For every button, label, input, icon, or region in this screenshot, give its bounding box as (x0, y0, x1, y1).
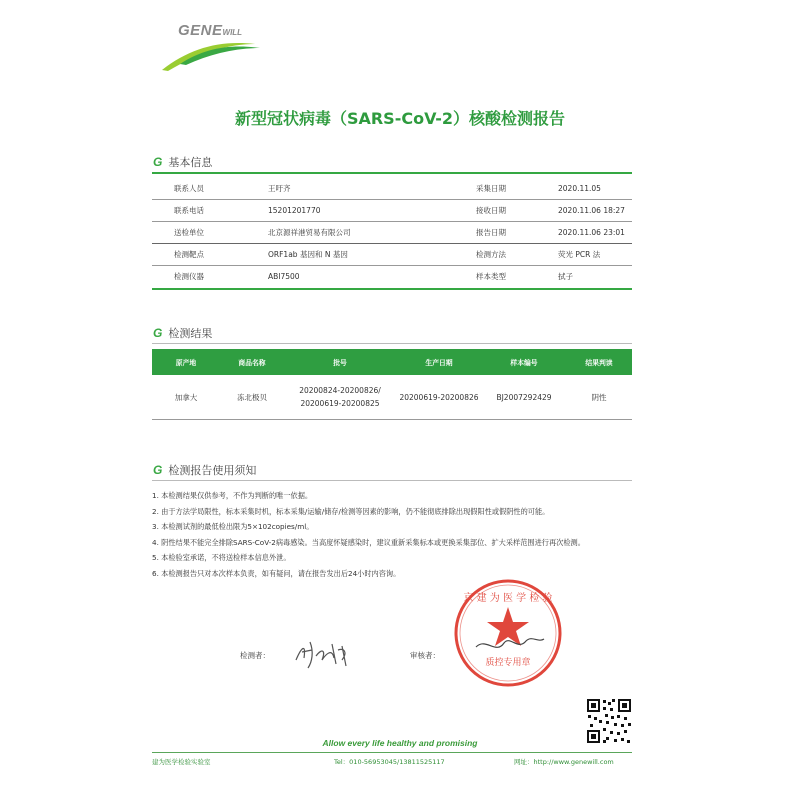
results-header-row (152, 349, 632, 375)
company-logo (160, 20, 270, 70)
seal-bottom-text: 质控专用章 (485, 658, 531, 668)
basic-info-heading: G 基本信息 (153, 155, 213, 169)
info-label: 联系人员 (174, 184, 204, 193)
col-header: 结果判读 (566, 349, 632, 375)
col-header: 生产日期 (396, 349, 482, 375)
info-value: 荧光 PCR 法 (556, 244, 632, 266)
results-heading: G 检测结果 (153, 326, 213, 340)
seal-text: 京 建 为 医 学 检 验 (463, 593, 553, 604)
notice-heading: G 检测报告使用须知 (153, 463, 257, 477)
table-row (152, 375, 632, 420)
cell-product: 冻北极贝 (220, 375, 284, 420)
info-value: 15201201770 (248, 200, 468, 222)
info-label: 检测仪器 (152, 266, 248, 288)
info-label: 联系电话 (152, 200, 248, 222)
logo-swoosh-icon (160, 34, 270, 74)
notice-list (152, 488, 637, 581)
info-value: ABI7500 (248, 266, 468, 288)
info-value: 2020.11.05 (558, 184, 601, 193)
info-label: 检测靶点 (152, 244, 248, 266)
tester-signature-icon (292, 636, 354, 672)
cell-sample-no: BJ2007292429 (482, 375, 566, 420)
info-value: 拭子 (556, 266, 632, 288)
col-header: 批号 (284, 349, 396, 375)
info-row (152, 244, 632, 266)
info-row (152, 222, 632, 244)
logo-sub: WILL (222, 28, 243, 37)
slogan: Allow every life healthy and promising (322, 738, 478, 748)
cell-production-date: 20200619-20200826 (396, 375, 482, 420)
section-g-icon: G (153, 326, 163, 340)
list-item: 5. 本检验室承诺，不将送检样本信息外泄。 (152, 553, 291, 562)
notice-rule (152, 480, 632, 481)
col-header: 商品名称 (220, 349, 284, 375)
info-label: 样本类型 (468, 266, 556, 288)
info-value: 北京源祥港贸易有限公司 (248, 222, 468, 244)
section-g-icon: G (153, 463, 163, 477)
list-item: 4. 阴性结果不能完全排除SARS-CoV-2病毒感染。当高度怀疑感染时，建议重新采集标本或更换采集部位、扩大采样范围进行再次检测。 (152, 537, 585, 547)
info-value: ORF1ab 基因和 N 基因 (248, 244, 468, 266)
footer-tel: Tel：010-56953045/13811525117 (334, 758, 445, 766)
list-item: 1. 本检测结果仅供参考，不作为判断的唯一依据。 (152, 491, 313, 500)
results-rule (152, 343, 632, 344)
section-g-icon: G (153, 155, 163, 169)
cell-batch: 20200824-20200826/ 20200619-20200825 (284, 375, 396, 420)
info-value: 王吁齐 (268, 184, 291, 193)
list-item: 2. 由于方法学局限性，标本采集时机，标本采集/运输/储存/检测等因素的影响，仍不能彻底排除出现假阳性或假阴性的可能。 (152, 506, 550, 516)
info-row (152, 200, 632, 222)
tester-label: 检测者： (240, 651, 270, 660)
basic-info-table (152, 178, 632, 287)
footer-website: 网址：http://www.genewill.com (514, 758, 614, 766)
cell-origin: 加拿大 (152, 375, 220, 420)
logo-main: GENE (178, 22, 223, 39)
col-header: 样本编号 (482, 349, 566, 375)
list-item: 3. 本检测试剂的最低检出限为5×102copies/ml。 (152, 522, 314, 531)
basic-info-bottom-rule (152, 288, 632, 290)
report-title: 新型冠状病毒（SARS-CoV-2）核酸检测报告 (234, 109, 566, 128)
col-header: 原产地 (152, 349, 220, 375)
info-value: 2020.11.06 23:01 (556, 222, 632, 244)
info-value: 2020.11.06 18:27 (556, 200, 632, 222)
results-table (152, 349, 632, 420)
seal-stamp-icon (452, 577, 564, 689)
info-label: 报告日期 (468, 222, 556, 244)
info-row (152, 266, 632, 288)
list-item: 6. 本检测报告只对本次样本负责，如有疑问，请在报告发出后24小时内咨询。 (152, 568, 401, 578)
footer-company: 建为医学检验实验室 (152, 758, 211, 766)
info-label: 采集日期 (476, 184, 506, 193)
cell-result: 阴性 (566, 375, 632, 420)
footer-rule (152, 752, 632, 753)
info-row (152, 178, 632, 200)
info-label: 送检单位 (152, 222, 248, 244)
info-label: 检测方法 (468, 244, 556, 266)
info-label: 接收日期 (468, 200, 556, 222)
basic-info-rule (152, 172, 632, 174)
reviewer-label: 审核者： (410, 651, 440, 660)
